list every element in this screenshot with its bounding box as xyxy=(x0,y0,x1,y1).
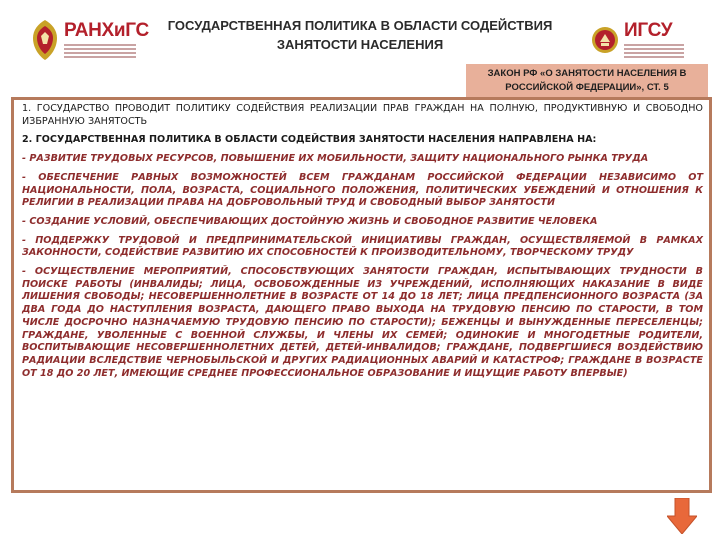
list-item: - РАЗВИТИЕ ТРУДОВЫХ РЕСУРСОВ, ПОВЫШЕНИЕ ИХ МОБИЛЬНОСТИ, ЗАЩИТУ НАЦИОНАЛЬНОГО РЫНКА ТРУДА xyxy=(22,153,649,165)
list-item: - ПОДДЕРЖКУ ТРУДОВОЙ И ПРЕДПРИНИМАТЕЛЬСКОЙ ИНИЦИАТИВЫ ГРАЖДАН, ОСУЩЕСТВЛЯЕМОЙ В РАМКАХ ЗАКОННОСТИ, СОДЕЙСТВИЕ РАЗВИТИЮ ИХ СПОСОБНОСТЕЙ К ПРОИЗВОДИТЕЛЬНОМУ, ТВОРЧЕСКОМУ ТРУДУ xyxy=(22,234,703,259)
law-reference-text: ЗАКОН РФ «О ЗАНЯТОСТИ НАСЕЛЕНИЯ В РОССИЙСКОЙ ФЕДЕРАЦИИ», СТ. 5 xyxy=(487,67,687,93)
point-1: 1. ГОСУДАРСТВО ПРОВОДИТ ПОЛИТИКУ СОДЕЙСТВИЯ РЕАЛИЗАЦИИ ПРАВ ГРАЖДАН НА ПОЛНУЮ, ПРОДУКТИВНУЮ И СВОБОДНО ИЗБРАННУЮ ЗАНЯТОСТЬ xyxy=(22,103,703,127)
list-item: - ОСУЩЕСТВЛЕНИЕ МЕРОПРИЯТИЙ, СПОСОБСТВУЮЩИХ ЗАНЯТОСТИ ГРАЖДАН, ИСПЫТЫВАЮЩИХ ТРУДНОСТИ В ПОИСКЕ РАБОТЫ (ИНВАЛИДЫ; ЛИЦА, ОСВОБОЖДЕННЫЕ ИЗ УЧРЕЖДЕНИЙ, ИСПОЛНЯЮЩИХ НАКАЗАНИЕ В ВИДЕ ЛИШЕНИЯ СВОБОДЫ; НЕСОВЕРШЕННОЛЕТНИЕ В ВОЗРАСТЕ ОТ 14 ДО 18 ЛЕТ; ЛИЦА ПРЕДПЕНСИОННОГО ВОЗРАСТА (ЗА ДВА ГОДА ДО НАСТУПЛЕНИЯ ВОЗРАСТА, ДАЮЩЕГО ПРАВО ВЫХОДА НА ТРУДОВУЮ ПЕНСИЮ ПО СТАРОСТИ, В ТОМ ЧИСЛЕ ДОСРОЧНО НАЗНАЧАЕМУЮ ТРУДОВУЮ ПЕНСИЮ ПО СТАРОСТИ); БЕЖЕНЦЫ И ВЫНУЖДЕННЫЕ ПЕРЕСЕЛЕНЦЫ; ГРАЖДАНЕ, УВОЛЕННЫЕ С ВОЕННОЙ СЛУЖБЫ, И ЧЛЕНЫ ИХ СЕМЕЙ; ОДИНОКИЕ И МНОГОДЕТНЫЕ РОДИТЕЛИ, ВОСПИТЫВАЮЩИЕ НЕСОВЕРШЕННОЛЕТНИХ ДЕТЕЙ, ДЕТЕЙ-ИНВАЛИДОВ; ГРАЖДАНЕ, ПОДВЕРГШИЕСЯ ВОЗДЕЙСТВИЮ РАДИАЦИИ ВСЛЕДСТВИЕ ЧЕРНОБЫЛЬСКОЙ И ДРУГИХ РАДИАЦИОННЫХ АВАРИЙ И КАТАСТРОФ; ГРАЖДАНЕ В ВОЗРАСТЕ ОТ 18 ДО 20 ЛЕТ, ИМЕЮЩИЕ СРЕДНЕЕ ПРОФЕССИОНАЛЬНОЕ ОБРАЗОВАНИЕ И ИЩУЩИЕ РАБОТУ ВПЕРВЫЕ) xyxy=(22,266,703,379)
point-2: 2. ГОСУДАРСТВЕННАЯ ПОЛИТИКА В ОБЛАСТИ СОДЕЙСТВИЯ ЗАНЯТОСТИ НАСЕЛЕНИЯ НАПРАВЛЕНА НА: xyxy=(22,134,597,146)
ranepa-logo-text: РАНХиГС xyxy=(64,19,149,41)
list-item: - СОЗДАНИЕ УСЛОВИЙ, ОБЕСПЕЧИВАЮЩИХ ДОСТОЙНУЮ ЖИЗНЬ И СВОБОДНОЕ РАЗВИТИЕ ЧЕЛОВЕКА xyxy=(22,215,598,227)
law-reference xyxy=(466,64,708,97)
ranepa-emblem-icon xyxy=(30,18,60,62)
list-item: - ОБЕСПЕЧЕНИЕ РАВНЫХ ВОЗМОЖНОСТЕЙ ВСЕМ ГРАЖДАНАМ РОССИЙСКОЙ ФЕДЕРАЦИИ НЕЗАВИСИМО ОТ НАЦИОНАЛЬНОСТИ, ПОЛА, ВОЗРАСТА, СОЦИАЛЬНОГО ПОЛОЖЕНИЯ, ПОЛИТИЧЕСКИХ УБЕЖДЕНИЙ И ОТНОШЕНИЯ К РЕЛИГИИ В РЕАЛИЗАЦИИ ПРАВА НА ДОБРОВОЛЬНЫЙ ТРУД И СВОБОДНЫЙ ВЫБОР ЗАНЯТОСТИ xyxy=(22,171,703,209)
ranepa-logo xyxy=(30,14,149,66)
igsu-logo-text: ИГСУ xyxy=(624,19,673,41)
igsu-logo xyxy=(590,14,684,66)
igsu-emblem-icon xyxy=(590,18,620,62)
content-frame xyxy=(11,97,712,493)
igsu-logo-subtitle-lines xyxy=(624,44,684,60)
arrow-down-icon[interactable] xyxy=(667,498,697,534)
ranepa-logo-subtitle-lines xyxy=(64,44,149,60)
page-title: ГОСУДАРСТВЕННАЯ ПОЛИТИКА В ОБЛАСТИ СОДЕЙСТВИЯ ЗАНЯТОСТИ НАСЕЛЕНИЯ xyxy=(167,18,553,52)
